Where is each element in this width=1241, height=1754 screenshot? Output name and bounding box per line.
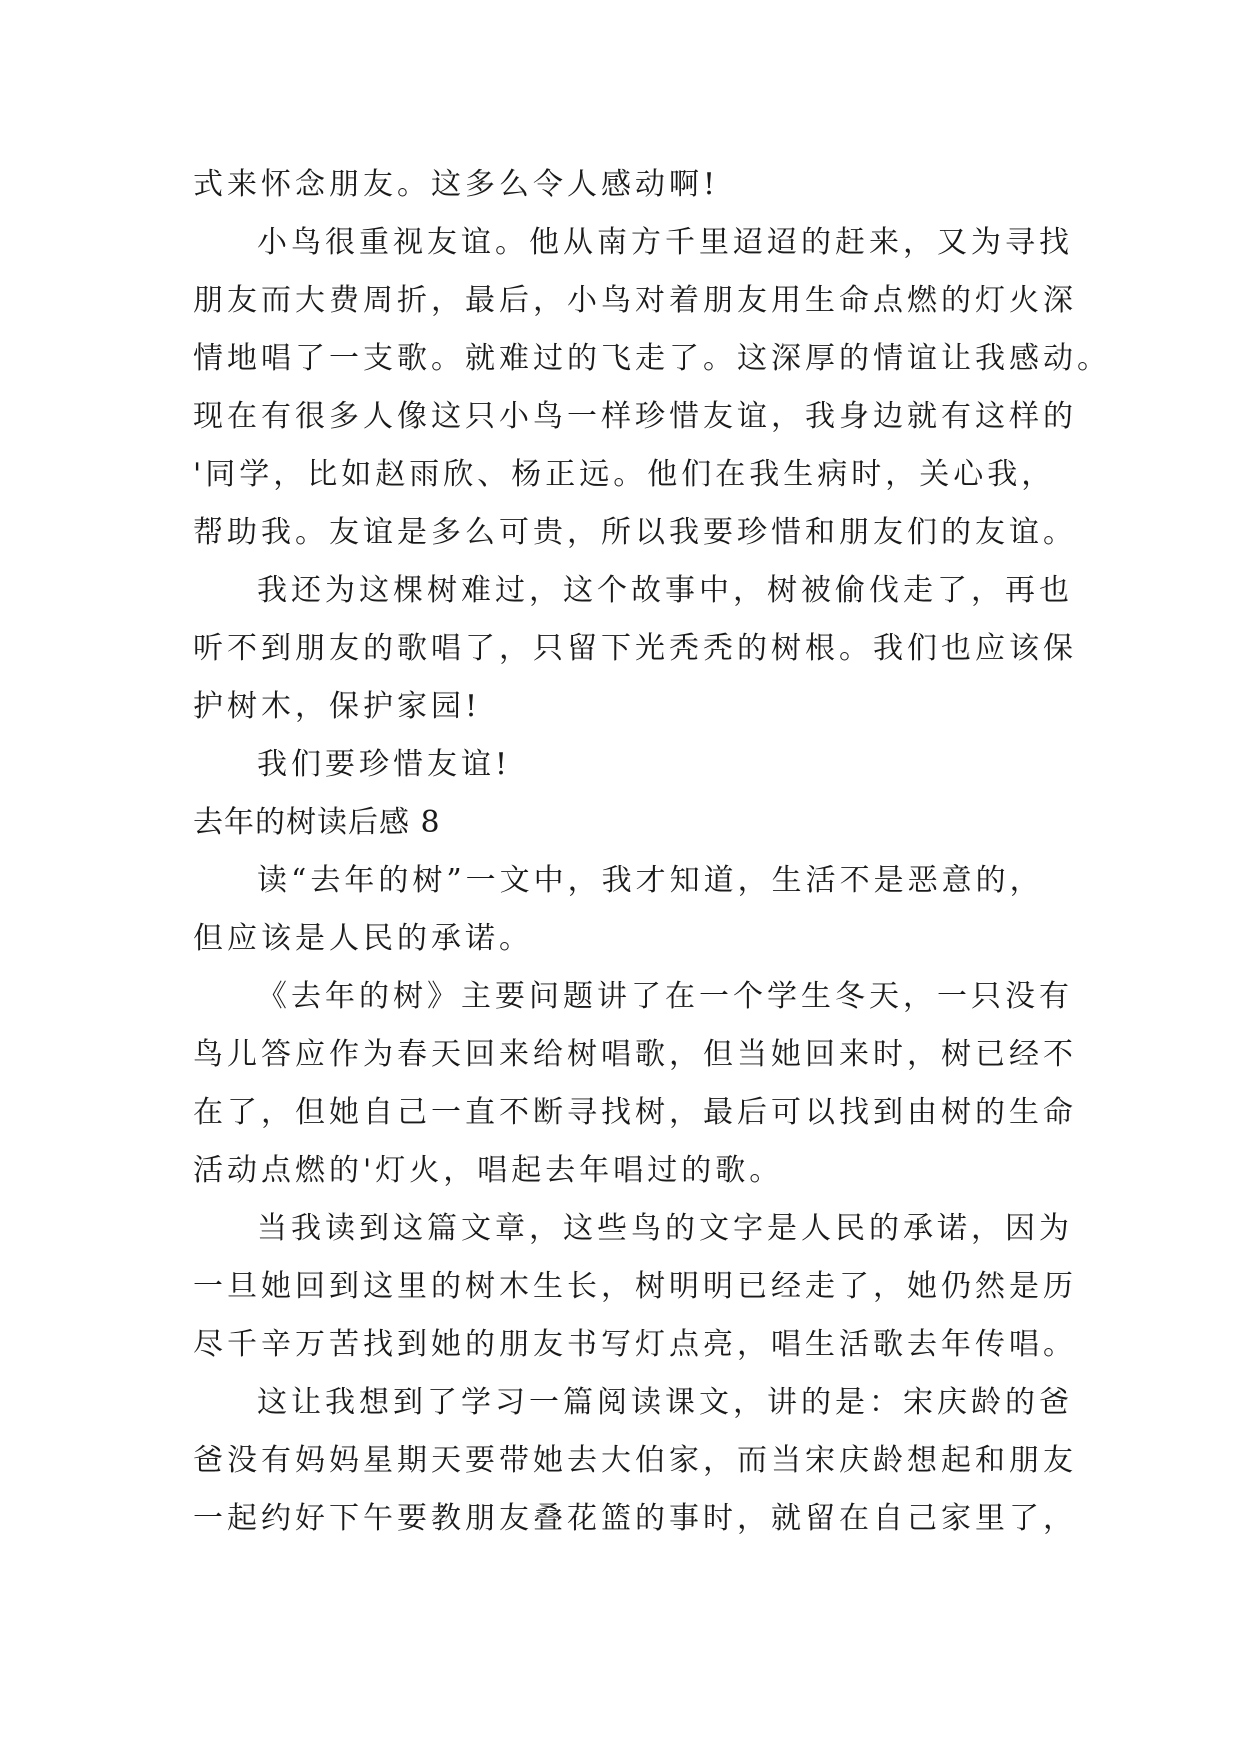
text-line: 但应该是人民的承诺。	[193, 921, 533, 956]
text-line: 活动点燃的'灯火，唱起去年唱过的歌。	[193, 1153, 784, 1188]
text-line: 式来怀念朋友。这多么令人感动啊!	[193, 167, 720, 202]
text-line: 现在有很多人像这只小鸟一样珍惜友谊，我身边就有这样的	[193, 399, 1077, 434]
text-line: 《去年的树》主要问题讲了在一个学生冬天，一只没有	[257, 979, 1073, 1014]
text-line: 在了，但她自己一直不断寻找树，最后可以找到由树的生命	[193, 1095, 1077, 1130]
text-line: 读“去年的树”一文中，我才知道，生活不是恶意的，	[257, 863, 1044, 898]
text-line: 这让我想到了学习一篇阅读课文，讲的是：宋庆龄的爸	[257, 1385, 1073, 1420]
text-line: 帮助我。友谊是多么可贵，所以我要珍惜和朋友们的友谊。	[193, 515, 1077, 550]
text-line: 我们要珍惜友谊!	[257, 747, 512, 782]
text-line: 情地唱了一支歌。就难过的飞走了。这深厚的情谊让我感动。	[193, 341, 1111, 376]
text-line: '同学，比如赵雨欣、杨正远。他们在我生病时，关心我，	[193, 457, 1056, 492]
text-line: 鸟儿答应作为春天回来给树唱歌，但当她回来时，树已经不	[193, 1037, 1077, 1072]
text-line: 小鸟很重视友谊。他从南方千里迢迢的赶来，又为寻找	[257, 225, 1073, 260]
text-line: 护树木，保护家园!	[193, 689, 482, 724]
text-line: 听不到朋友的歌唱了，只留下光秃秃的树根。我们也应该保	[193, 631, 1077, 666]
text-line: 一起约好下午要教朋友叠花篮的事时，就留在自己家里了，	[193, 1501, 1077, 1536]
text-line: 尽千辛万苦找到她的朋友书写灯点亮，唱生活歌去年传唱。	[193, 1327, 1077, 1362]
document-body	[193, 156, 1111, 1548]
section-heading: 去年的树读后感 8	[193, 805, 441, 840]
text-line: 当我读到这篇文章，这些鸟的文字是人民的承诺，因为	[257, 1211, 1073, 1246]
text-line: 朋友而大费周折，最后，小鸟对着朋友用生命点燃的灯火深	[193, 283, 1077, 318]
text-line: 爸没有妈妈星期天要带她去大伯家，而当宋庆龄想起和朋友	[193, 1443, 1077, 1478]
text-line: 一旦她回到这里的树木生长，树明明已经走了，她仍然是历	[193, 1269, 1077, 1304]
text-line: 我还为这棵树难过，这个故事中，树被偷伐走了，再也	[257, 573, 1073, 608]
